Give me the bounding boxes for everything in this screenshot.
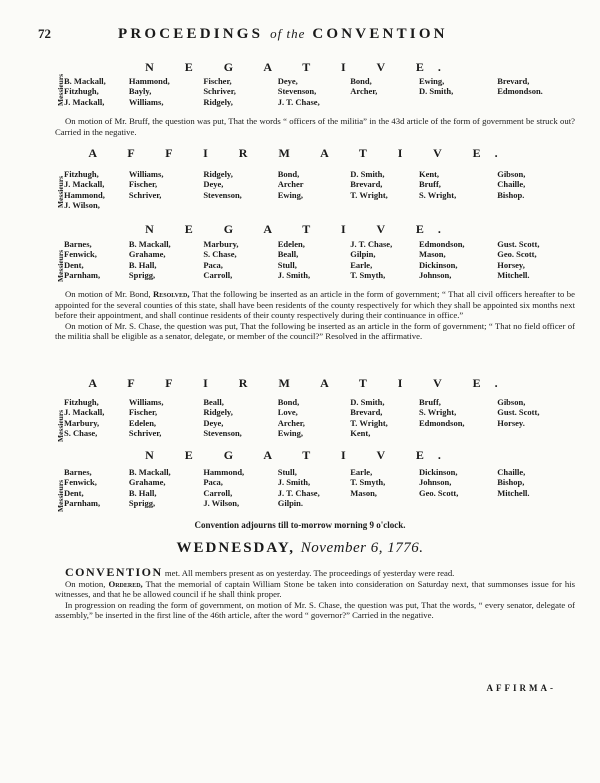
member-name: Beall, <box>203 397 224 407</box>
motion-bruff-text: On motion of Mr. Bruff, the question was put, That the words “ officers of the militia” in the 43d article of the form of government be struck out? Carried in the negative. <box>55 116 575 137</box>
member-name <box>350 97 419 107</box>
vote-list-negative-1 <box>64 76 564 107</box>
convention-met-text <box>55 567 575 579</box>
member-name: Gibson, <box>497 169 526 179</box>
vote-heading-negative-2: N E G A T I V E. <box>145 222 455 236</box>
vote-row <box>64 467 564 477</box>
date-heading <box>0 540 600 557</box>
vote-row <box>64 86 564 96</box>
member-name: S. Chase, <box>64 428 98 439</box>
vote-heading-negative-3: N E G A T I V E. <box>145 448 455 462</box>
member-name: T. Smyth, <box>350 270 386 281</box>
member-name: Stevenson, <box>277 86 317 97</box>
member-name: J. Mackall, <box>64 407 105 418</box>
member-name: T. Smyth, <box>350 477 386 488</box>
member-name <box>350 498 419 508</box>
member-name: Bruff, <box>418 179 441 190</box>
member-name: J. Mackall, <box>64 96 105 107</box>
page-number: 72 <box>38 26 51 41</box>
member-name: Paca, <box>203 259 223 270</box>
member-name: Parnham, <box>64 270 101 281</box>
messieurs-label: Messieurs <box>56 175 65 208</box>
member-name: Deye, <box>203 179 224 190</box>
messieurs-label: Messieurs <box>56 479 65 512</box>
member-name: S. Wright, <box>418 189 457 200</box>
memorial-body: That the memorial of captain William Stone be taken into consideration on Saturday next, that summonses issue for his witnesses, and that he be allowed council if he shall think proper. <box>55 578 576 600</box>
member-name: Horsey. <box>497 417 525 428</box>
member-name: Fitzhugh, <box>64 397 99 407</box>
member-name: Johnson, <box>418 477 452 488</box>
member-name: Sprigg, <box>128 270 156 281</box>
member-name: Archer, <box>277 417 305 428</box>
vote-list-negative-3 <box>64 467 564 509</box>
member-name: Bond, <box>277 169 300 179</box>
vote-row <box>64 239 564 249</box>
vote-list-negative-2 <box>64 239 564 281</box>
member-name: Stull, <box>277 259 297 270</box>
member-name <box>129 200 203 210</box>
member-name: Ridgely, <box>203 407 233 418</box>
member-name: Carroll, <box>203 487 233 498</box>
member-name: Barnes, <box>64 239 92 249</box>
vote-row <box>64 200 564 210</box>
member-name: Hammond, <box>128 76 170 86</box>
member-name: Schriver, <box>128 189 162 200</box>
member-name: Ewing, <box>418 76 445 86</box>
vote-row <box>64 260 564 270</box>
member-name: B. Hall, <box>128 259 157 270</box>
vote-row <box>64 190 564 200</box>
member-name: Chaille, <box>497 179 526 190</box>
member-name: D. Smith, <box>350 397 385 407</box>
member-name: Archer <box>277 179 304 190</box>
member-name: Horsey, <box>497 259 525 270</box>
member-name: Edelen, <box>277 239 305 249</box>
running-head-word1: PROCEEDINGS <box>118 26 264 42</box>
member-name: Geo. Scott, <box>497 249 537 260</box>
member-name: Bond, <box>277 397 300 407</box>
vote-row <box>64 97 564 107</box>
member-name: Edmondson, <box>418 239 465 249</box>
member-name: Earle, <box>350 259 373 270</box>
member-name <box>497 200 564 210</box>
member-name: Bruff, <box>418 397 441 407</box>
member-name: Grahame, <box>128 249 166 260</box>
vote-row <box>64 249 564 259</box>
member-name: Ewing, <box>277 189 304 200</box>
member-name: Gust. Scott, <box>497 239 540 249</box>
vote-heading-affirmative-1: A F F I R M A T I V E. <box>88 146 512 160</box>
wednesday-proceedings <box>55 567 575 621</box>
member-name: Marbury, <box>64 417 100 428</box>
member-name: Bond, <box>350 76 372 86</box>
member-name <box>278 200 351 210</box>
member-name: J. Smith, <box>277 270 311 281</box>
member-name: Johnson, <box>418 270 452 281</box>
member-name: Stull, <box>277 467 297 477</box>
member-name: Bayly, <box>128 86 152 97</box>
member-name: Fischer, <box>128 407 158 418</box>
member-name: Geo. Scott, <box>418 487 459 498</box>
member-name: Deye, <box>277 76 298 86</box>
member-name: J. Mackall, <box>64 179 105 190</box>
member-name: Carroll, <box>203 270 233 281</box>
member-name: J. T. Chase, <box>277 96 320 107</box>
member-name: J. T. Chase, <box>277 487 320 498</box>
member-name <box>497 97 564 107</box>
member-name <box>497 498 564 508</box>
member-name: Dent, <box>64 259 84 270</box>
motion-chase-text: On motion of Mr. S. Chase, the question was put, That the following be inserted as an article in the form of government; “ That no field officer of the militia shall be eligible as a senator, delegate, or member of the council?” Resolved in the affirmative. <box>55 320 575 342</box>
vote-list-affirmative-2 <box>64 397 564 439</box>
member-name: B. Hall, <box>128 487 157 498</box>
member-name: B. Mackall, <box>64 76 106 86</box>
member-name: J. T. Chase, <box>350 239 393 249</box>
vote-heading-negative-1: N E G A T I V E. <box>145 60 455 74</box>
member-name: Kent, <box>350 428 371 439</box>
member-name: Hammond, <box>203 467 245 477</box>
running-head-of-the: of the <box>270 26 306 41</box>
member-name: Stevenson, <box>203 189 242 200</box>
member-name: S. Wright, <box>418 407 457 418</box>
vote-row <box>64 407 564 417</box>
member-name: Mason, <box>418 249 446 260</box>
vote-row <box>64 498 564 508</box>
vote-row <box>64 270 564 280</box>
vote-row <box>64 428 564 438</box>
member-name: Edelen, <box>128 417 157 428</box>
date-rest: November 6, 1776. <box>300 540 424 556</box>
member-name: Ridgely, <box>203 96 233 107</box>
member-name <box>419 428 497 438</box>
memorial-text <box>55 579 575 600</box>
member-name: Fitzhugh, <box>64 86 99 97</box>
member-name: Schriver, <box>128 428 162 439</box>
running-head <box>118 26 448 43</box>
vote-row <box>64 397 564 407</box>
member-name <box>419 97 497 107</box>
member-name: D. Smith, <box>350 169 385 179</box>
member-name: Ewing, <box>277 428 304 439</box>
vote-row <box>64 477 564 487</box>
vote-heading-affirmative-2: A F F I R M A T I V E. <box>88 376 512 390</box>
member-name: Marbury, <box>203 239 239 249</box>
member-name: Brevard, <box>350 407 383 418</box>
vote-row <box>64 418 564 428</box>
vote-row <box>64 169 564 179</box>
member-name: Ridgely, <box>203 169 233 179</box>
member-name <box>497 428 564 438</box>
member-name: Sprigg, <box>128 498 156 509</box>
member-name: Brevard, <box>497 76 530 86</box>
member-name: T. Wright, <box>350 417 388 428</box>
member-name: Mason, <box>350 487 377 498</box>
member-name: Bishop. <box>497 189 525 200</box>
member-name: Fenwick, <box>64 249 97 260</box>
member-name: Fischer, <box>128 179 158 190</box>
member-name <box>350 200 419 210</box>
motion-bond-text <box>55 289 575 321</box>
member-name: B. Mackall, <box>128 239 171 249</box>
adjournment-note: Convention adjourns till to-morrow morning 9 o'clock. <box>194 520 406 530</box>
member-name <box>419 200 497 210</box>
member-name: Williams, <box>128 397 164 407</box>
member-name: Chaille, <box>497 467 526 477</box>
member-name: Mitchell. <box>497 270 530 281</box>
member-name: S. Chase, <box>203 249 237 260</box>
motion-bond <box>55 289 575 342</box>
member-name: Edmondson, <box>418 417 465 428</box>
member-name: Grahame, <box>128 477 166 488</box>
senator-motion-text: In progression on reading the form of government, on motion of Mr. S. Chase, the question was put, That the words, “ every senator, delegate of assembly,” be inserted in the first line of the 46th article, after the word “ governor?” Carried in the negative. <box>55 599 575 621</box>
motion-bond-lead: On motion of Mr. Bond, <box>65 289 151 299</box>
member-name: Paca, <box>203 477 223 488</box>
member-name: Fenwick, <box>64 477 97 488</box>
member-name: Archer, <box>350 86 378 97</box>
member-name <box>419 498 497 508</box>
motion-bruff <box>55 116 575 137</box>
motion-bond-body: That the following be inserted as an article in the form of government; “ That all civil officers hereafter to be appointed for the several counties of this state, shall have been residents of the county respectively for which they shall be appointed six months next before their appointment, and shall continue residents of their county respectively during their continuance in office.” <box>55 289 575 321</box>
member-name: Beall, <box>277 249 299 260</box>
member-name: Dickinson, <box>418 467 458 477</box>
member-name: Fischer, <box>203 76 232 86</box>
member-name: Williams, <box>128 169 164 179</box>
convention-met-body: met. All members present as on yesterday. The proceedings of yesterday were read. <box>164 568 455 578</box>
member-name: J. Wilson, <box>64 200 100 211</box>
member-name: Gilpin. <box>277 498 304 509</box>
member-name: Schriver, <box>203 86 236 97</box>
messieurs-label: Messieurs <box>56 249 65 282</box>
member-name: Gust. Scott, <box>497 407 540 418</box>
member-name: B. Mackall, <box>128 467 171 477</box>
messieurs-label: Messieurs <box>56 409 65 442</box>
member-name: Mitchell. <box>497 487 530 498</box>
convention-lead: CONVENTION <box>65 565 163 579</box>
member-name <box>203 200 277 210</box>
date-day: WEDNESDAY, <box>176 540 296 556</box>
running-head-word2: CONVENTION <box>312 26 448 42</box>
member-name: Barnes, <box>64 467 92 477</box>
member-name: Hammond, <box>64 189 105 200</box>
member-name: Edmondson. <box>497 86 543 97</box>
member-name: Love, <box>277 407 298 418</box>
member-name: Stevenson, <box>203 428 242 439</box>
member-name: J. Smith, <box>277 477 311 488</box>
vote-list-affirmative-1 <box>64 169 564 211</box>
member-name: Fitzhugh, <box>64 169 99 179</box>
member-name: D. Smith, <box>418 86 454 97</box>
vote-row <box>64 76 564 86</box>
member-name: Williams, <box>128 96 164 107</box>
member-name: T. Wright, <box>350 189 388 200</box>
ordered-label: Ordered, <box>108 578 143 589</box>
vote-row <box>64 488 564 498</box>
member-name: Deye, <box>203 417 224 428</box>
messieurs-label: Messieurs <box>56 73 65 106</box>
member-name: Kent, <box>418 169 440 179</box>
member-name: Brevard, <box>350 179 383 190</box>
member-name: Gibson, <box>497 397 526 407</box>
member-name: Bishop, <box>497 477 525 488</box>
member-name: Gilpin, <box>350 249 376 260</box>
memorial-lead: On motion, <box>65 578 106 589</box>
member-name: Dent, <box>64 487 84 498</box>
vote-row <box>64 179 564 189</box>
member-name: Dickinson, <box>418 259 458 270</box>
member-name: Earle, <box>350 467 373 477</box>
catchword: AFFIRMA- <box>486 683 556 693</box>
member-name: Parnham, <box>64 498 101 509</box>
member-name: J. Wilson, <box>203 498 240 509</box>
resolved-label: Resolved, <box>152 289 190 299</box>
